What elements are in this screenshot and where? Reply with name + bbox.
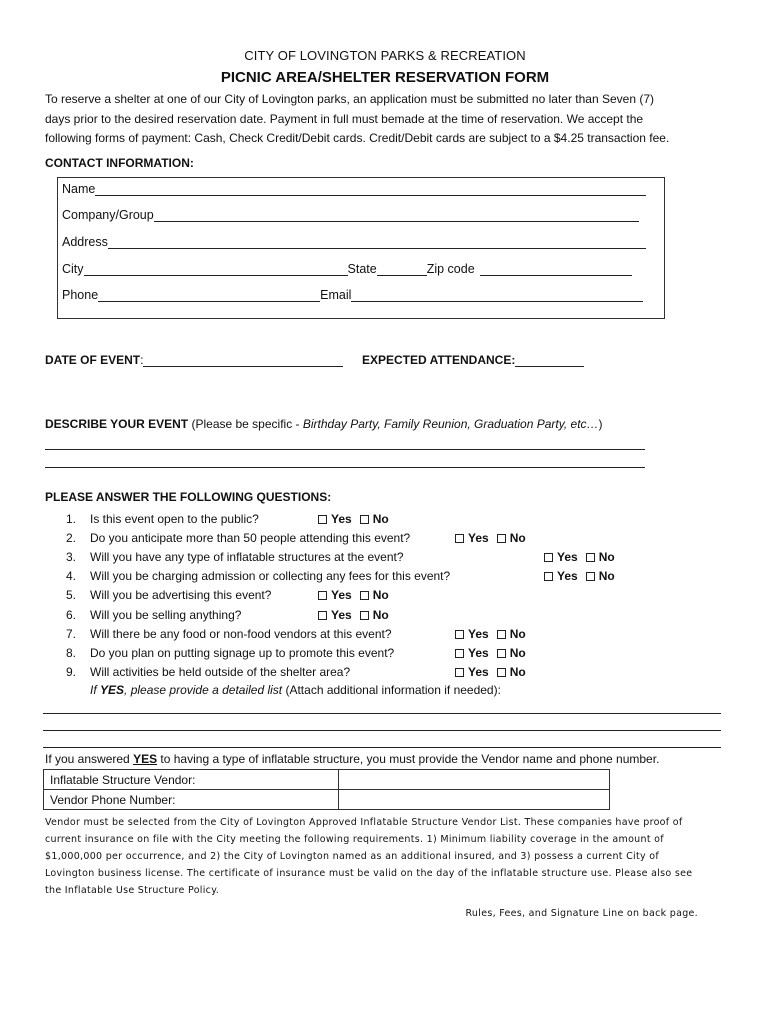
vendor-phone-field[interactable] [339,790,610,810]
inflatable-note-post: to having a type of inflatable structure, you must provide the Vendor name and phone number. [157,752,660,766]
followup-if: If [90,683,101,697]
no-checkbox[interactable] [497,668,506,677]
yes-no-choice [318,588,389,602]
phone-label: Phone [62,288,99,302]
contact-heading: CONTACT INFORMATION: [45,156,194,170]
policy-line-2: current insurance on file with the City meeting the following requirements. 1) Minimum liability coverage in the amount of [45,834,664,845]
intro-line-1: To reserve a shelter at one of our City of Lovington parks, an application must be submitted no later than Seven (7) [45,92,655,106]
zip-field[interactable] [480,263,632,276]
vendor-table [43,769,610,810]
vendor-field[interactable] [339,770,610,790]
yes-no-choice [455,627,526,641]
yes-checkbox[interactable] [544,572,553,581]
yes-no-choice [318,608,389,622]
no-checkbox[interactable] [360,591,369,600]
question-text: Will you be charging admission or collecting any fees for this event? [90,569,451,583]
inflatable-note [45,752,659,766]
followup-italic: , please provide a detailed list [124,683,283,697]
yes-label: Yes [331,588,352,602]
vendor-phone-label: Vendor Phone Number: [44,790,339,810]
company-row [62,208,639,222]
describe-note-post: ) [598,417,603,431]
attendance-row [362,353,584,367]
date-field[interactable] [143,354,343,367]
yes-label: Yes [468,646,489,660]
yes-checkbox[interactable] [455,649,464,658]
state-label: State [347,262,377,276]
intro-paragraph [45,90,735,149]
followup-instruction [90,683,501,697]
no-checkbox[interactable] [360,515,369,524]
date-label: DATE OF EVENT [45,353,141,367]
email-label: Email [320,288,352,302]
yes-no-choice [544,569,615,583]
details-line-2[interactable] [43,730,721,731]
question-text: Will there be any food or non-food vendors at this event? [90,627,392,641]
question-number: 2. [66,531,77,545]
phone-field[interactable] [98,289,320,302]
question-text: Do you plan on putting signage up to promote this event? [90,646,395,660]
org-name: CITY OF LOVINGTON PARKS & RECREATION [244,48,526,63]
intro-line-3: following forms of payment: Cash, Check Credit/Debit cards. Credit/Debit cards are subject to a $4.25 transaction fee. [45,131,670,145]
yes-label: Yes [468,665,489,679]
yes-no-choice [455,646,526,660]
policy-line-4: Lovington business license. The certificate of insurance must be valid on the day of the inflatable structure use. Please also see [45,868,693,879]
company-label: Company/Group [62,208,154,222]
describe-note-pre: (Please be specific - [188,417,303,431]
question-text: Will you be selling anything? [90,608,242,622]
yes-checkbox[interactable] [318,611,327,620]
question-text: Will you be advertising this event? [90,588,272,602]
details-line-1[interactable] [43,713,721,714]
question-number: 3. [66,550,77,564]
question-number: 6. [66,608,77,622]
question-text: Do you anticipate more than 50 people attending this event? [90,531,411,545]
form-title: PICNIC AREA/SHELTER RESERVATION FORM [220,69,550,86]
city-label: City [62,262,84,276]
no-label: No [509,665,526,679]
no-checkbox[interactable] [586,572,595,581]
no-label: No [598,569,615,583]
address-label: Address [62,235,108,249]
question-text: Is this event open to the public? [90,512,259,526]
name-field[interactable] [95,183,646,196]
details-line-3[interactable] [43,747,721,748]
no-label: No [509,646,526,660]
policy-line-5: the Inflatable Use Structure Policy. [45,885,220,896]
table-row [44,790,610,810]
describe-label: DESCRIBE YOUR EVENT [45,417,189,431]
zip-label: Zip code [426,262,475,276]
question-text: Will you have any type of inflatable structures at the event? [90,550,404,564]
no-label: No [372,588,389,602]
city-field[interactable] [84,263,348,276]
yes-label: Yes [468,531,489,545]
yes-label: Yes [331,512,352,526]
intro-line-2: days prior to the desired reservation date. Payment in full must bemade at the time of reservation. We accept the [45,111,644,126]
company-field[interactable] [154,209,639,222]
question-number: 8. [66,646,77,660]
followup-yes: YES [100,683,125,697]
no-label: No [509,531,526,545]
yes-checkbox[interactable] [544,553,553,562]
no-checkbox[interactable] [497,534,506,543]
question-number: 7. [66,627,77,641]
state-field[interactable] [377,263,427,276]
name-label: Name [62,182,96,196]
describe-examples: Birthday Party, Family Reunion, Graduation Party, etc… [302,417,599,431]
describe-line-2[interactable] [45,467,645,468]
yes-checkbox[interactable] [455,668,464,677]
address-field[interactable] [108,236,646,249]
vendor-label: Inflatable Structure Vendor: [44,770,339,790]
yes-label: Yes [331,608,352,622]
date-row [45,353,343,367]
no-checkbox[interactable] [586,553,595,562]
attendance-field[interactable] [515,354,584,367]
yes-checkbox[interactable] [455,534,464,543]
yes-no-choice [455,665,526,679]
policy-line-3: $1,000,000 per occurrence, and 2) the City of Lovington named as an additional insured, and 3) possess a current City of [45,851,660,862]
yes-no-choice [318,512,389,526]
phone-row [62,288,643,302]
question-number: 4. [66,569,77,583]
yes-checkbox[interactable] [318,591,327,600]
yes-label: Yes [557,550,578,564]
yes-checkbox[interactable] [318,515,327,524]
yes-label: Yes [468,627,489,641]
no-label: No [372,512,389,526]
questions-heading: PLEASE ANSWER THE FOLLOWING QUESTIONS: [45,490,332,504]
date-colon: : [140,353,144,367]
followup-rest: (Attach additional information if needed): [282,683,501,697]
yes-checkbox[interactable] [455,630,464,639]
question-number: 9. [66,665,77,679]
yes-no-choice [455,531,526,545]
no-checkbox[interactable] [497,649,506,658]
attendance-label: EXPECTED ATTENDANCE: [362,353,516,367]
name-row [62,182,646,196]
no-label: No [509,627,526,641]
vendor-policy [45,814,745,899]
city-row [62,262,632,276]
inflatable-note-yes: YES [133,752,158,766]
email-field[interactable] [351,289,643,302]
no-label: No [372,608,389,622]
address-row [62,235,646,249]
no-checkbox[interactable] [360,611,369,620]
describe-row [45,417,603,431]
policy-line-1: Vendor must be selected from the City of Lovington Approved Inflatable Structure Vendor List. These companies have proof of [45,817,683,828]
back-page-note: Rules, Fees, and Signature Line on back page. [465,908,698,919]
yes-no-choice [544,550,615,564]
no-checkbox[interactable] [497,630,506,639]
describe-line-1[interactable] [45,449,645,450]
no-label: No [598,550,615,564]
question-number: 1. [66,512,77,526]
inflatable-note-pre: If you answered [45,752,134,766]
question-text: Will activities be held outside of the shelter area? [90,665,351,679]
table-row [44,770,610,790]
yes-label: Yes [557,569,578,583]
question-number: 5. [66,588,77,602]
